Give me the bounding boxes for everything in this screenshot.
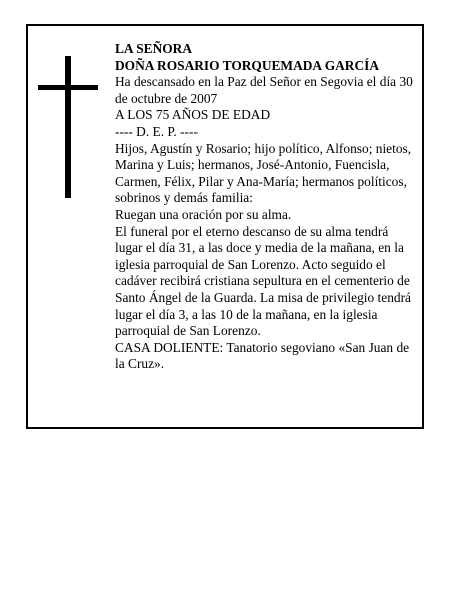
mourning-house: CASA DOLIENTE: Tanatorio segoviano «San Juan de la Cruz».: [115, 339, 410, 372]
notice-title: LA SEÑORA: [115, 41, 193, 56]
death-info: Ha descansado en la Paz del Señor en Segovia el día 30 de octubre de 2007: [115, 74, 413, 106]
funeral-info: El funeral por el eterno descanso de su alma tendrá lugar el día 31, a las doce y media de la mañana, en la iglesia parroquial de San Lorenzo. Acto seguido el cadáver recibirá cristiana sepultura en el cementerio de Santo Ángel de la Guarda. La misa de privilegio tendrá lugar el día 3, a las 10 de la mañana, en la iglesia parroquial de San Lorenzo.: [115, 223, 411, 339]
age-line: A LOS 75 AÑOS DE EDAD: [115, 107, 271, 123]
prayer-request: Ruegan una oración por su alma.: [115, 206, 292, 222]
deceased-name: DOÑA ROSARIO TORQUEMADA GARCÍA: [115, 57, 379, 73]
obituary-notice: [26, 24, 424, 429]
cross-vertical-bar: [65, 56, 71, 198]
cross-horizontal-bar: [38, 85, 98, 90]
family-list: Hijos, Agustín y Rosario; hijo político, Alfonso; nietos, Marina y Luis; hermanos, José-Antonio, Fuencisla, Carmen, Félix, Pilar y Ana-María; hermanos políticos, sobrinos y demás familia:: [115, 140, 412, 206]
notice-text: [115, 41, 419, 373]
cross-icon: [38, 56, 98, 198]
rip-line: ---- D. E. P. ----: [115, 123, 198, 139]
